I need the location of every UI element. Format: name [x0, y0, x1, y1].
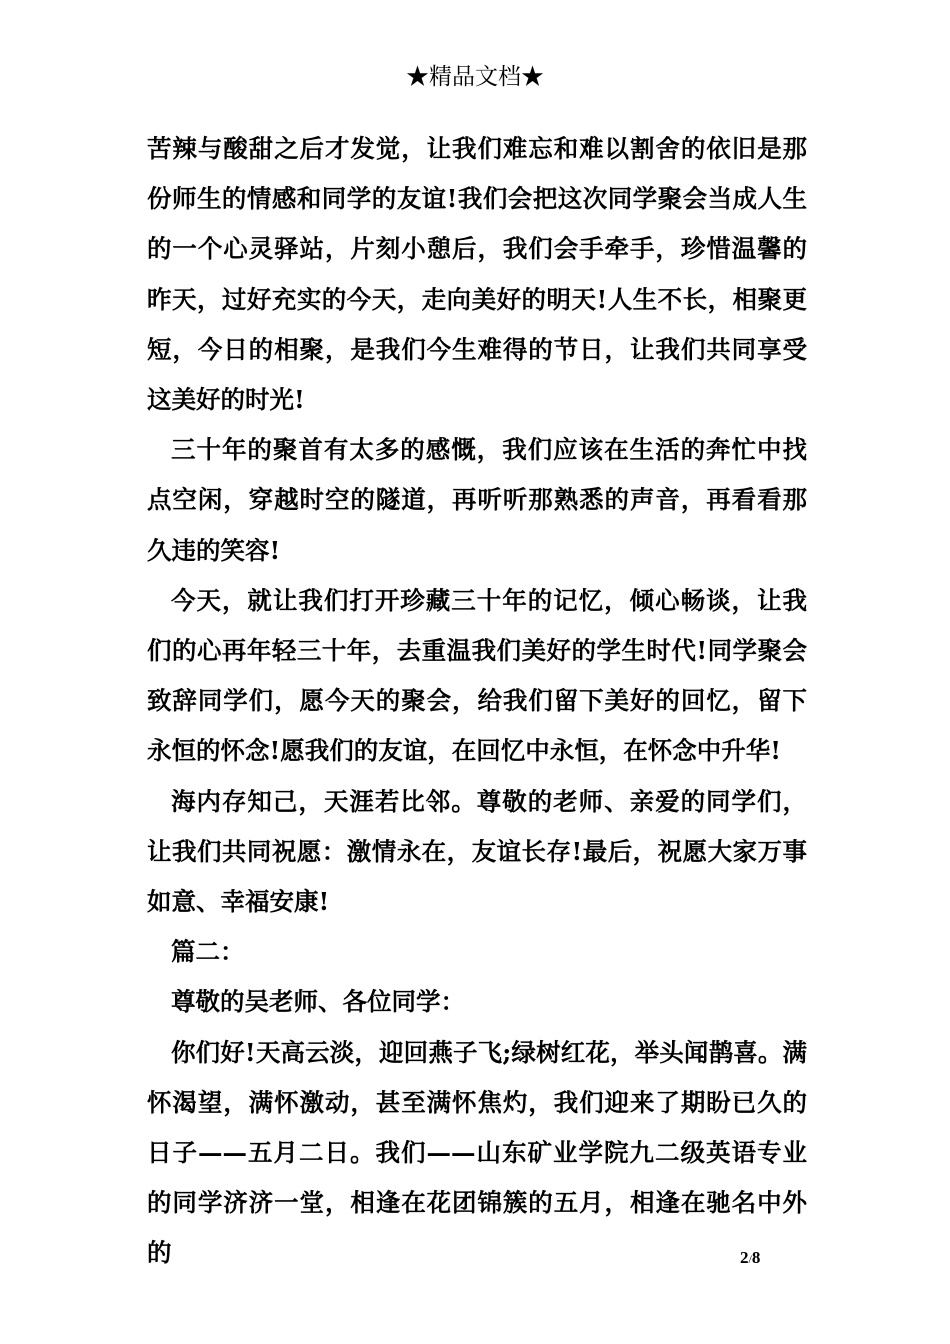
page-separator: /: [748, 1252, 752, 1266]
section-heading-part-two: 篇二：: [171, 937, 245, 967]
paragraph-today: 今天，就让我们打开珍藏三十年的记忆，倾心畅谈，让我们的心再年轻三十年，去重温我们美好的学生时代!同学聚会致辞同学们，愿今天的聚会，给我们留下美好的回忆，留下永恒的怀念!愿我们的友谊，在回忆中永恒，在怀念中升华!: [147, 585, 807, 766]
paragraph-thirty-years: 三十年的聚首有太多的感慨，我们应该在生活的奔忙中找点空闲，穿越时空的隧道，再听听那熟悉的声音，再看看那久违的笑容!: [147, 435, 807, 565]
salutation: 尊敬的吴老师、各位同学：: [171, 987, 465, 1017]
total-pages-number: 8: [751, 1248, 761, 1267]
page-number: [740, 1247, 760, 1270]
document-body: [147, 124, 807, 1279]
paragraph-closing-wishes: 海内存知己，天涯若比邻。尊敬的老师、亲爱的同学们，让我们共同祝愿：激情永在，友谊长存!最后，祝愿大家万事如意、幸福安康!: [147, 786, 807, 917]
current-page-number: 2: [740, 1248, 749, 1267]
paragraph-greeting: 你们好!天高云淡，迎回燕子飞;绿树红花，举头闻鹊喜。满怀渴望，满怀激动，甚至满怀焦灼，我们迎来了期盼已久的日子——五月二日。我们——山东矿业学院九二级英语专业的同学济济一堂，相逢在花团锦簇的五月，相逢在驰名中外的: [147, 1037, 807, 1268]
paragraph-continued: 苦辣与酸甜之后才发觉，让我们难忘和难以割舍的依旧是那份师生的情感和同学的友谊!我们会把这次同学聚会当成人生的一个心灵驿站，片刻小憩后，我们会手牵手，珍惜温馨的昨天，过好充实的今天，走向美好的明天!人生不长，相聚更短，今日的相聚，是我们今生难得的节日，让我们共同享受这美好的时光!: [147, 134, 807, 415]
page-header-title: ★精品文档★: [406, 64, 544, 90]
